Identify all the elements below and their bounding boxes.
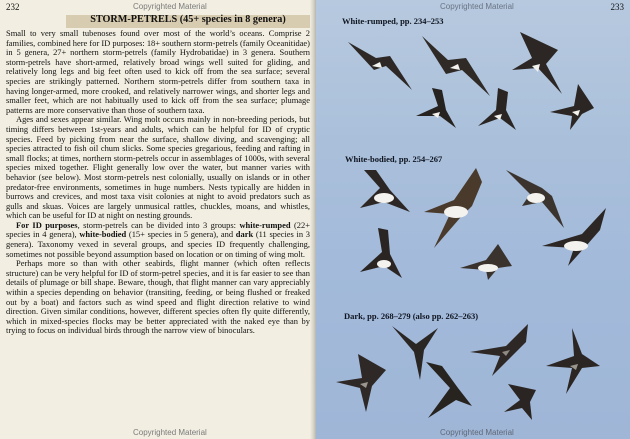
copyright-notice-top-right: Copyrighted Material [440, 2, 514, 11]
bird-photo-dark [422, 360, 474, 420]
bird-photo-white-rumped [476, 86, 518, 132]
paragraph-id-groups [6, 221, 310, 259]
bird-photo-dark [466, 322, 530, 378]
bird-photo-white-bodied [538, 206, 608, 268]
text-run: (11 species in 3 genera). Taxonomy vexed in several groups, and species ID frequently challenging, sometimes not possible beyond assumption based on location or on timing of wing molt. [6, 229, 310, 259]
group-white-rumped: white-rumped [239, 219, 291, 230]
group-white-bodied: white-bodied [79, 229, 127, 240]
bird-photo-dark [502, 382, 538, 422]
bird-photo-dark [542, 326, 602, 396]
plate-label-white-bodied: White-bodied, pp. 254–267 [345, 154, 443, 164]
page-number-left: 232 [6, 2, 20, 12]
text-run: (15+ species in 5 genera), and [126, 229, 236, 240]
bird-photo-white-bodied [354, 168, 412, 222]
paragraph-flight-manner: Perhaps more so than with other seabirds, flight manner (which often reflects structure) can be very helpful for ID of storm-petrel species, and it is far easier to see than details of plumage or bill shape. Beware, though, that flight manner can vary appreciably within a species depending on behavior (transiting, feeding, or being flushed or freaked out by a boat) and factors such as wind speed and flight direction relative to wind direction. Given similar conditions, however, different species often fly quite differently, which in mixed-species flocks may be better appreciated with the naked eye than by trying to focus on individual birds through the narrow view of binoculars. [6, 258, 310, 336]
bird-photo-white-bodied [420, 166, 486, 250]
plate-label-white-rumped: White-rumped, pp. 234–253 [342, 16, 444, 26]
group-dark: dark [235, 229, 254, 240]
section-title: STORM-PETRELS (45+ species in 8 genera) [90, 14, 286, 25]
plate-label-dark: Dark, pp. 268–279 (also pp. 262–263) [344, 311, 479, 321]
paragraph-ages-sexes: Ages and sexes appear similar. Wing molt occurs mainly in non-breeding periods, but timing differs between 1st-years and adults, which can be helpful for ID of cryptic species. Feed by picking from near the surface, shallow diving, and scavenging; all species attracted to fish oil chum slicks. Some species gregarious, feeding and rafting in small flocks; at times, northern storm-petrels occur in assemblages of 1000s, with several species mixed together. Flight generally low over the water, but manner varies with behavior (see below). Most storm-petrels nest colonially, usually on islands or in other predator-free environments, sometimes in huge numbers. Nests typically are hidden in burrows and crevices, and most taxa visit colonies at night to avoid predators such as gulls and skuas. Voices are largely unmusical rattles, chuckles, moans, and whistles, which can be useful for ID at night on nesting grounds. [6, 114, 310, 221]
copyright-notice-bottom-right: Copyrighted Material [440, 428, 514, 437]
copyright-notice-bottom-left: Copyrighted Material [133, 428, 207, 437]
bird-photo-white-rumped [412, 86, 458, 130]
bird-photo-white-rumped [544, 82, 596, 132]
page-number-right: 233 [610, 2, 624, 12]
copyright-notice-top-left: Copyrighted Material [133, 2, 207, 11]
id-purposes-lead: For ID purposes [16, 219, 78, 230]
text-run: , storm-petrels can be divided into 3 groups: [77, 219, 240, 230]
bird-photo-white-rumped [346, 36, 416, 94]
right-page-photo-plate [316, 0, 630, 439]
text-run: (22+ species in 4 genera), [6, 219, 310, 240]
paragraph-intro: Small to very small tubenoses found over most of the world’s oceans. Comprise 2 families, combined here for ID purposes: 18+ southern storm-petrels (family Oceanitidae) in 5 genera, 27+ northern storm-petrels (family Hydrobatidae) in 3 genera. Southern storm-petrels have short-armed, relatively broad wings well suited for gliding, and relatively long legs and big feet often used to kick off from the sea surface; several species are strikingly patterned. Northern storm-petrels differ from southern taxa in having longer-armed, more crooked, and relatively narrower wings, and shorter legs and smaller feet, which are not habitually used to kick off from the sea surface; plumage patterns are more conservative than those of southern taxa. [6, 28, 310, 115]
bird-photo-white-bodied [358, 226, 404, 280]
body-text [6, 29, 310, 336]
bird-photo-dark [332, 352, 388, 414]
bird-photo-white-bodied [458, 242, 514, 282]
